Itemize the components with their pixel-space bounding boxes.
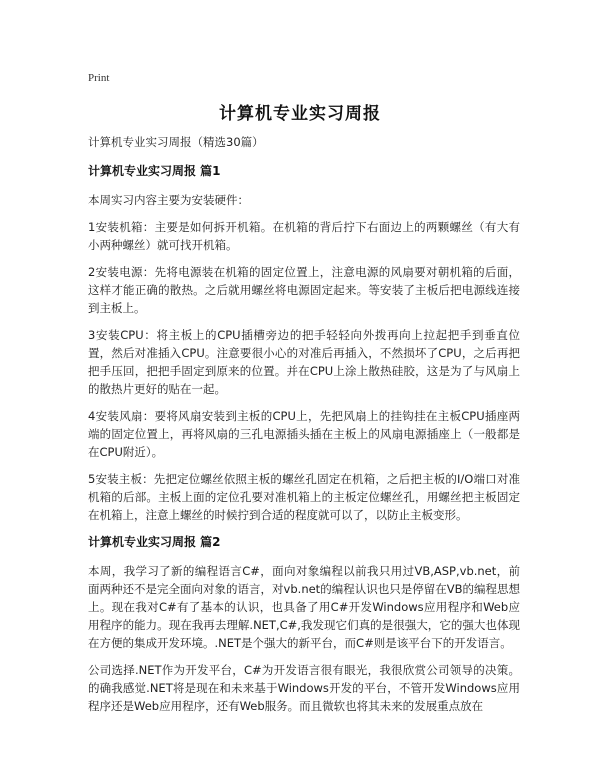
print-label: Print xyxy=(88,72,110,84)
paragraph: 5安装主板：先把定位螺丝依照主板的螺丝孔固定在机箱，之后把主板的I/O端口对准机箱的后部。主板上面的定位孔要对准机箱上的主板定位螺丝孔，用螺丝把主板固定在机箱上，注意上螺丝的时候拧到合适的程度就可以了，以防止主板变形。 xyxy=(88,472,520,522)
paragraph: 公司选择.NET作为开发平台，C#为开发语言很有眼光，我很欣赏公司领导的决策。的确我感觉.NET将是现在和未来基于Windows开发的平台，不管开发Windows应用程序还是Web应用程序，还有Web服务。而且微软也将其未来的发展重点放在 xyxy=(88,663,520,713)
document-body xyxy=(88,133,520,724)
paragraph: 4安装风扇：要将风扇安装到主板的CPU上，先把风扇上的挂钩挂在主板CPU插座两端的固定位置上，再将风扇的三孔电源插头插在主板上的风扇电源插座上（一般都是在CPU附近）。 xyxy=(88,409,520,459)
paragraph: 1安装机箱：主要是如何拆开机箱。在机箱的背后拧下右面边上的两颗螺丝（有大有小两种螺丝）就可找开机箱。 xyxy=(88,220,520,252)
section-heading-1: 计算机专业实习周报 篇1 xyxy=(88,164,221,178)
page-title: 计算机专业实习周报 xyxy=(219,104,381,124)
paragraph: 2安装电源：先将电源装在机箱的固定位置上，注意电源的风扇要对朝机箱的后面，这样才能正确的散热。之后就用螺丝将电源固定起来。等安装了主板后把电源线连接到主板上。 xyxy=(88,265,520,315)
section-heading-2: 计算机专业实习周报 篇2 xyxy=(88,535,221,549)
paragraph: 本周实习内容主要为安装硬件： xyxy=(88,193,249,207)
document-subtitle: 计算机专业实习周报（精选30篇） xyxy=(88,135,264,149)
paragraph: 本周，我学习了新的编程语言C#，面向对象编程以前我只用过VB,ASP,vb.net，前面两种还不是完全面向对象的语言，对vb.net的编程认识也只是停留在VB的编程思想上。现在我对C#有了基本的认识，也具备了用C#开发Windows应用程序和Web应用程序的能力。现在我再去理解.NET,C#,我发现它们真的是很强大，它的强大也体现在方便的集成开发环境。.NET是个强大的新平台，而C#则是该平台下的开发语言。 xyxy=(88,564,520,650)
paragraph: 3安装CPU：将主板上的CPU插槽旁边的把手轻轻向外拨再向上拉起把手到垂直位置，然后对准插入CPU。注意要很小心的对准后再插入，不然损坏了CPU，之后再把把手压回，把把手固定到原来的位置。并在CPU上涂上散热硅胶，这是为了与风扇上的散热片更好的贴在一起。 xyxy=(88,328,520,396)
